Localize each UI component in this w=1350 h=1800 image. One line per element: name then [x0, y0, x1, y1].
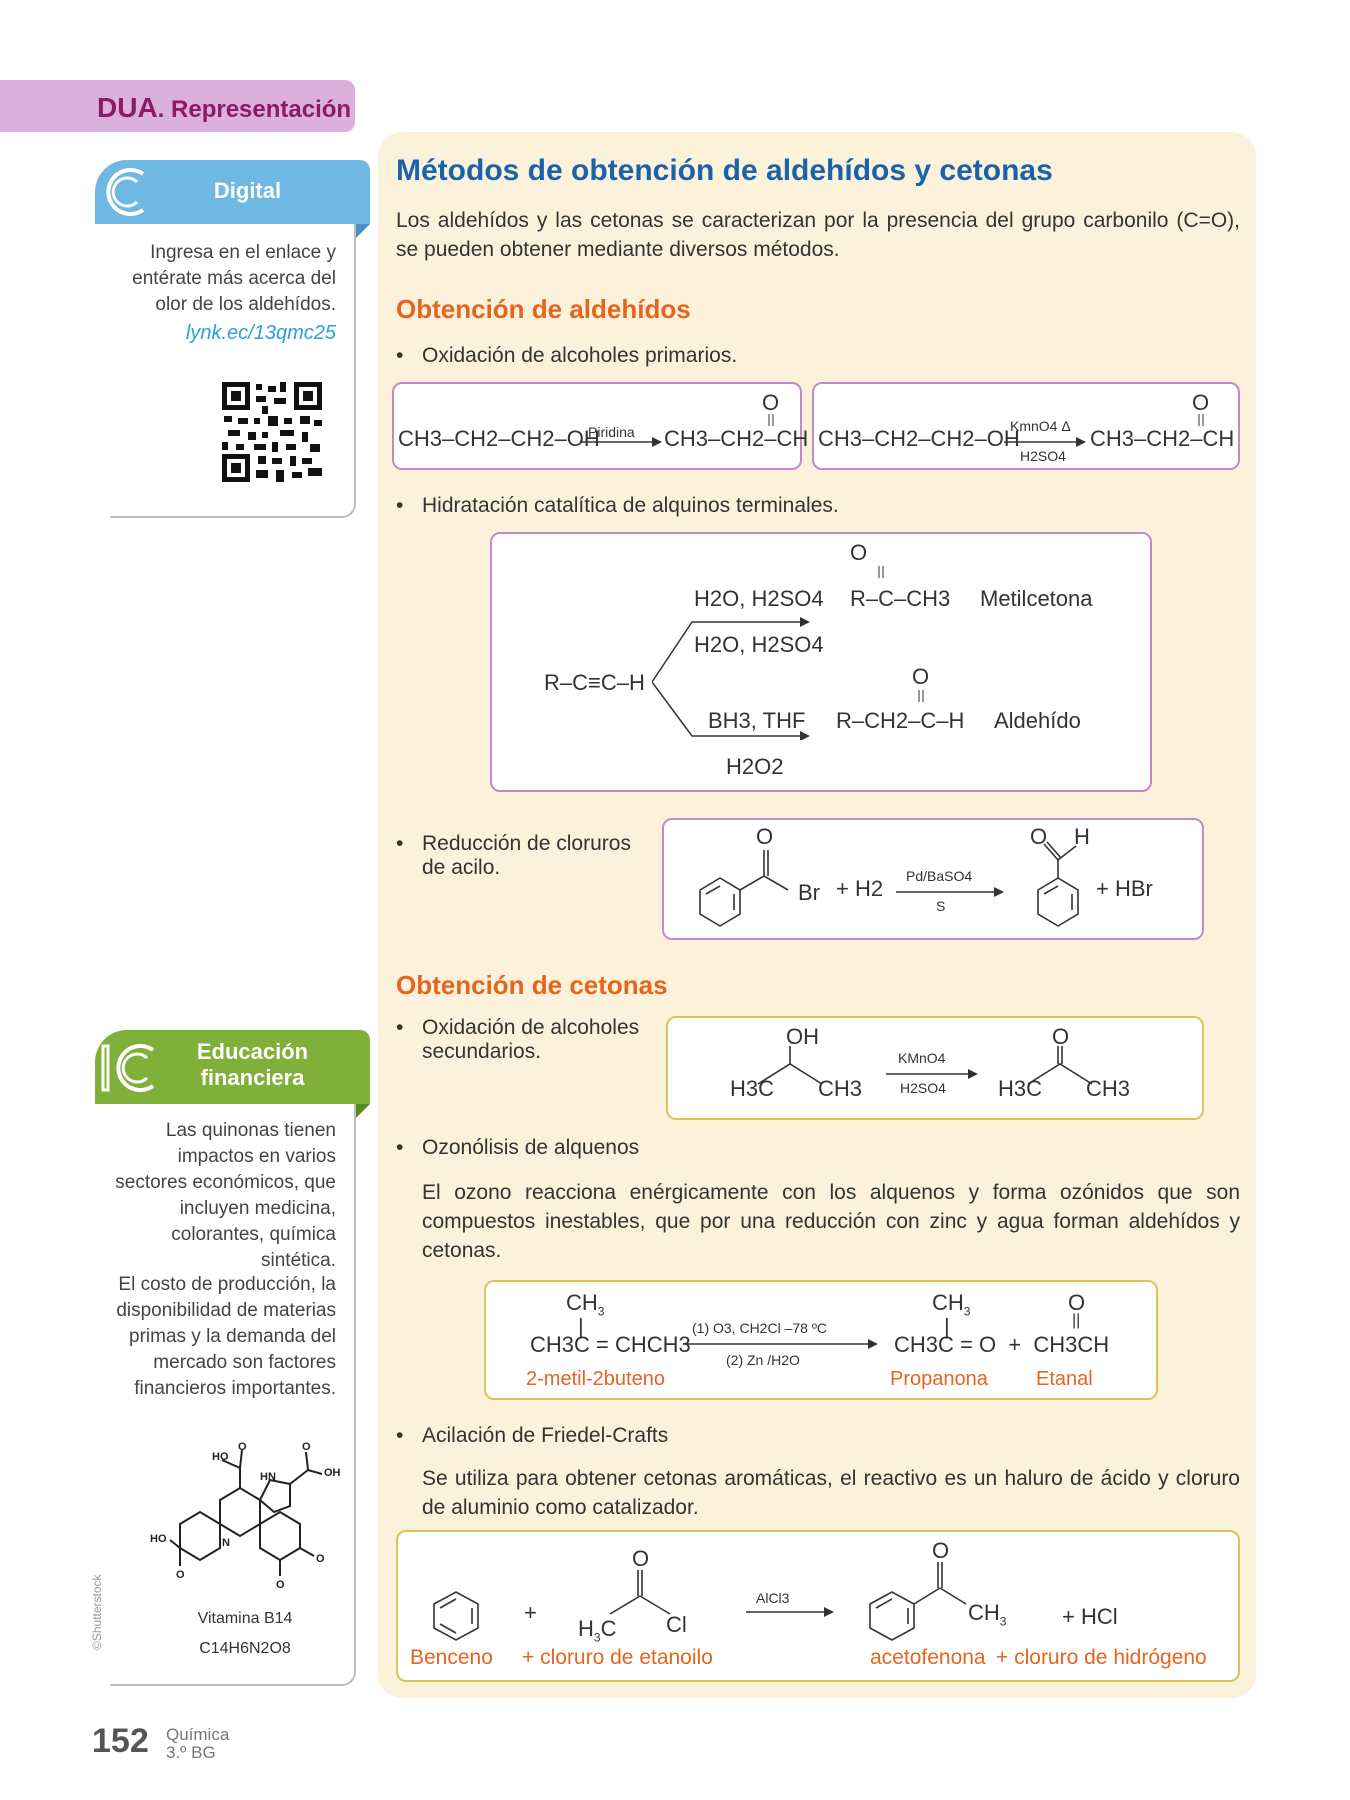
reaction-arrow-icon: [896, 886, 1004, 898]
edu-text-2: El costo de producción, la disponibilidad de materias primas y la demanda del mercado son factores financieros importantes.: [116, 1274, 336, 1399]
methyl-left-label: H3C: [730, 1076, 775, 1101]
edu-tab: [95, 1030, 370, 1104]
benzene-structure-icon: [428, 1588, 488, 1642]
svg-text:O: O: [1030, 824, 1048, 849]
double-bond-icon: [876, 566, 886, 580]
svg-text:O: O: [932, 1540, 950, 1563]
bromine-label: Br: [798, 880, 820, 905]
methyl-branch: $CH_3$: [932, 1290, 971, 1319]
bullet-alkyne-hydration: • Hidratación catalítica de alquinos terminales.: [422, 494, 839, 518]
condition-piridina: Piridina: [588, 424, 635, 440]
ozonolysis-reactant: CH3C = CHCH3: [530, 1332, 691, 1357]
plus-hbr: + HBr: [1096, 876, 1153, 901]
svg-text:OH: OH: [324, 1467, 340, 1479]
intro-text: Los aldehídos y las cetonas se caracterizan por la presencia del grupo carbonilo (C=O), se pueden obtener mediante diversos métodos.: [396, 209, 1240, 261]
svg-text:HO: HO: [212, 1451, 229, 1463]
plus-sign: +: [524, 1600, 537, 1625]
condition-pd-baso4: Pd/BaSO4: [906, 868, 973, 884]
friedel-crafts-text: Se utiliza para obtener cetonas aromáticas, el reactivo es un haluro de ácido y cloruro de aluminio como catalizador.: [422, 1467, 1240, 1519]
plus-hydrogen: + H2: [836, 876, 884, 901]
condition-h2o2: H2O2: [726, 754, 784, 779]
svg-text:O: O: [238, 1441, 247, 1453]
condition-hyd-mid: H2O, H2SO4: [694, 632, 824, 657]
product-propanal: CH3–CH2–CH: [664, 426, 809, 451]
reaction-arrow-icon: [686, 1338, 878, 1350]
svg-text:HN: HN: [260, 1471, 276, 1483]
heading-ketones: Obtención de cetonas: [396, 970, 668, 1000]
condition-alcl3: AlCl3: [756, 1590, 790, 1606]
acetyl-chloride-structure-icon: [590, 1548, 710, 1624]
bullet-secondary-alcohols: • Oxidación de alcoholes secundarios.: [422, 1016, 639, 1064]
double-bond-icon: ||: [1072, 1312, 1081, 1329]
carbonyl-oxygen: O: [1052, 1024, 1070, 1049]
aldehyde-oxygen: O: [912, 664, 930, 689]
edu-text-1: Las quinonas tienen impactos en varios sectores económicos, que incluyen medicina, colorantes, química sintética.: [115, 1120, 336, 1271]
name-propanona: Propanona: [890, 1368, 988, 1390]
alkyne-reactant: R–C≡C–H: [544, 670, 645, 695]
edu-title: Educación financiera: [196, 1039, 309, 1090]
hydroxyl-label: OH: [786, 1024, 819, 1049]
carbonyl-oxygen: O: [1192, 390, 1210, 415]
carbonyl-oxygen: O: [1068, 1290, 1086, 1315]
condition-sulfur: S: [936, 898, 946, 914]
methyl-branch: $CH_3$: [566, 1290, 605, 1319]
bullet-acyl-reduction: • Reducción de cloruros de acilo.: [422, 832, 631, 880]
svg-text:N: N: [222, 1537, 230, 1549]
ketone-oxygen: O: [850, 540, 868, 565]
reaction-arrow-icon: [886, 1068, 978, 1080]
svg-text:O: O: [176, 1569, 185, 1581]
benzoyl-bromide-structure-icon: [692, 824, 816, 928]
svg-text:O: O: [302, 1441, 311, 1453]
double-bond-icon: [916, 690, 926, 704]
condition-ozone: (1) O3, CH2Cl –78 ºC: [692, 1320, 828, 1336]
reaction-arrow-icon: [746, 1606, 834, 1618]
image-credit: ©Shutterstock: [90, 1574, 104, 1650]
methyl-right-label: CH3: [1086, 1076, 1131, 1101]
tab-corner: [354, 224, 370, 240]
name-acetofenona: acetofenona: [870, 1646, 986, 1669]
footer-subject: Química 3.º BG: [166, 1725, 230, 1762]
reaction-arrow-icon: [580, 436, 662, 448]
single-bond-icon: |: [944, 1314, 950, 1339]
methyl-label: $H_3C$: [578, 1616, 617, 1645]
bullet-primary-alcohols: • Oxidación de alcoholes primarios.: [422, 344, 737, 368]
ozonolysis-text: El ozono reacciona enérgicamente con los alquenos y forma ozónidos que son compuestos inestables, que por una reducción con zinc y agua forman aldehídos y cetonas.: [422, 1181, 1240, 1262]
condition-bh3-thf: BH3, THF: [708, 708, 806, 733]
acetophenone-structure-icon: [866, 1540, 1016, 1650]
svg-text:O: O: [316, 1553, 325, 1565]
vitamin-b14-structure-icon: [150, 1440, 340, 1590]
name-aldehido: Aldehído: [994, 708, 1081, 733]
bullet-friedel-crafts: • Acilación de Friedel-Crafts: [422, 1424, 668, 1448]
condition-kmno4: KmnO4 Δ: [1010, 418, 1071, 434]
name-cloruro-de-hidrogeno: + cloruro de hidrógeno: [996, 1646, 1207, 1669]
dua-banner: [0, 80, 355, 132]
condition-hyd-top: H2O, H2SO4: [694, 586, 824, 611]
chlorine-label: Cl: [666, 1612, 687, 1637]
page-title: Métodos de obtención de aldehídos y cetonas: [396, 154, 1053, 187]
svg-text:H: H: [1074, 824, 1090, 849]
name-metilcetona: Metilcetona: [980, 586, 1093, 611]
molecule-name: Vitamina B14: [197, 1610, 293, 1627]
digital-link[interactable]: lynk.ec/13qmc25: [185, 322, 336, 344]
svg-text:O: O: [632, 1548, 650, 1571]
condition-kmno4: KMnO4: [898, 1050, 946, 1066]
heading-aldehydes: Obtención de aldehídos: [396, 294, 691, 324]
svg-text:O: O: [756, 824, 774, 849]
reactant-propanol: CH3–CH2–CH2–OH: [818, 426, 1020, 451]
single-bond-icon: |: [578, 1314, 584, 1339]
bullet-ozonolysis: • Ozonólisis de alquenos: [422, 1136, 639, 1160]
name-benceno: Benceno: [410, 1646, 493, 1669]
qr-code-icon[interactable]: [222, 382, 322, 482]
methyl-right-label: CH3: [818, 1076, 863, 1101]
tab-corner: [354, 1104, 370, 1120]
methyl-ketone-product: R–C–CH3: [850, 586, 951, 611]
svg-text:HO: HO: [150, 1533, 167, 1545]
ozonolysis-products: CH3C = O + CH3CH: [894, 1332, 1110, 1357]
reaction-arrow-icon: [1004, 436, 1086, 448]
digital-title: Digital: [213, 178, 282, 203]
svg-text:O: O: [276, 1579, 285, 1590]
aldehyde-product: R–CH2–C–H: [836, 708, 965, 733]
name-etanal: Etanal: [1036, 1368, 1093, 1390]
reactant-propanol: CH3–CH2–CH2–OH: [398, 426, 600, 451]
condition-h2so4: H2SO4: [1020, 448, 1066, 464]
digital-tab: [95, 160, 370, 224]
page-number: 152: [92, 1722, 149, 1760]
carbonyl-oxygen: O: [762, 390, 780, 415]
name-cloruro-de-etanoilo: + cloruro de etanoilo: [522, 1646, 713, 1669]
reaction-box-hydration: [490, 532, 1152, 792]
molecule-formula: C14H6N2O8: [199, 1640, 291, 1657]
double-bond-icon: [1196, 414, 1206, 428]
double-bond-icon: [766, 414, 776, 428]
product-propanal: CH3–CH2–CH: [1090, 426, 1235, 451]
methyl-left-label: H3C: [998, 1076, 1043, 1101]
condition-h2so4: H2SO4: [900, 1080, 946, 1096]
digital-text: Ingresa en el enlace y entérate más acerca del olor de los aldehídos.: [132, 242, 336, 315]
dua-title: DUA. Representación: [97, 92, 352, 123]
plus-hcl: + HCl: [1062, 1604, 1118, 1629]
methyl-label: $CH_3$: [968, 1600, 1007, 1629]
name-2-metil-2buteno: 2-metil-2buteno: [526, 1368, 665, 1390]
condition-zinc-water: (2) Zn /H2O: [726, 1352, 800, 1368]
